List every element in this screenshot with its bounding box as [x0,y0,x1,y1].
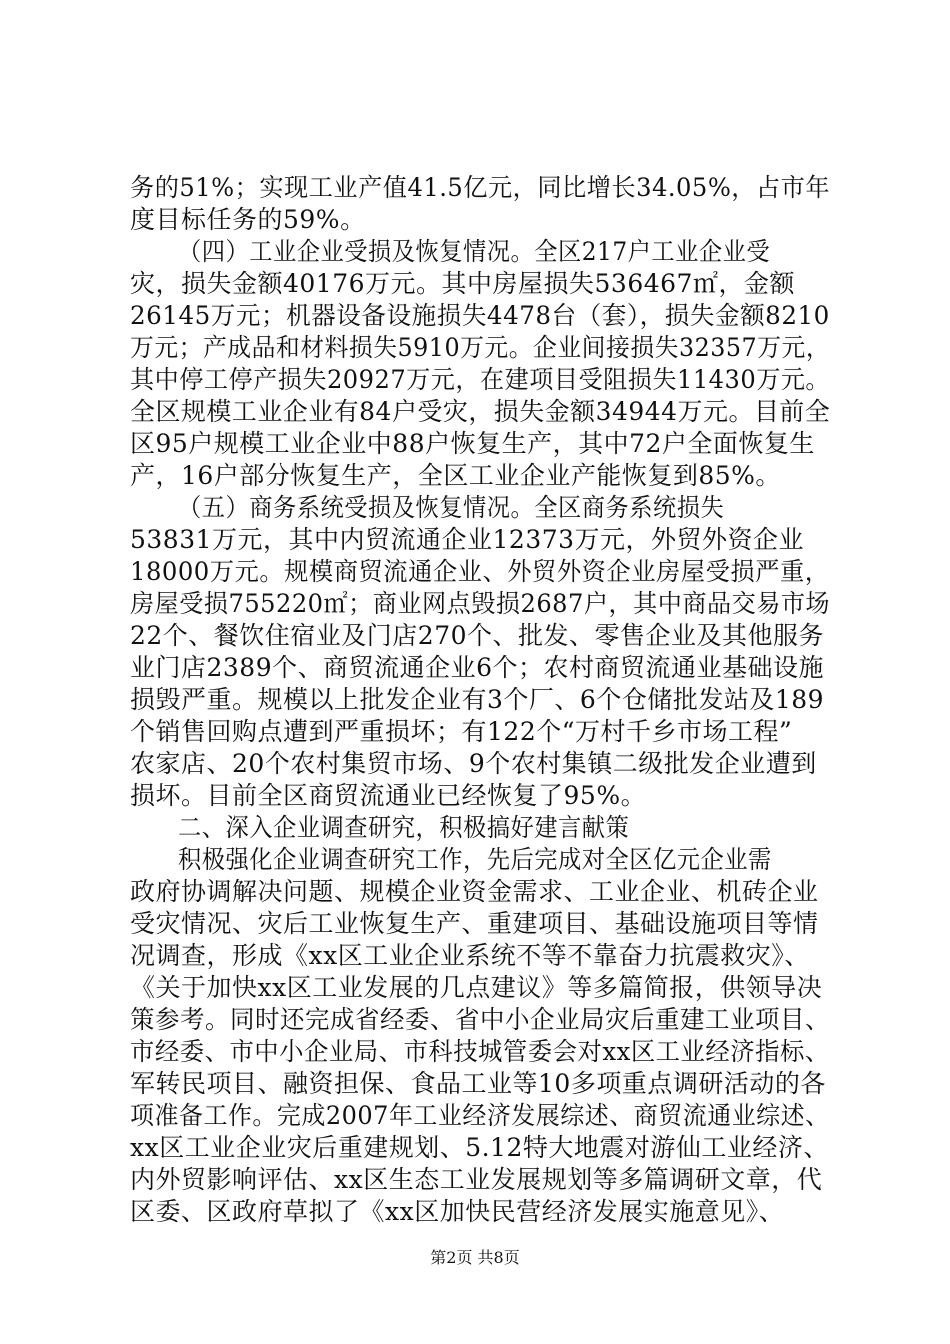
section-heading-4: （四）工业企业受损及恢复情况。全区217户工业企业受 [178,237,771,266]
text-line: 度目标任务的59%。 [130,205,366,234]
text-line: 区委、区政府草拟了《xx区加快民营经济发展实施意见》、 [130,1197,785,1226]
text-line: 项准备工作。完成2007年工业经济发展综述、商贸流通业综述、 [130,1101,830,1130]
text-line: 市经委、市中小企业局、市科技城管委会对xx区工业经济指标、 [130,1037,830,1066]
text-line: 务的51%；实现工业产值41.5亿元，同比增长34.05%，占市年 [130,173,831,202]
text-line: 积极强化企业调查研究工作，先后完成对全区亿元企业需 [178,845,772,874]
text-line: 政府协调解决问题、规模企业资金需求、工业企业、机砖企业 [130,877,819,906]
page-number-footer: 第2页 共8页 [430,1248,520,1267]
text-line: 内外贸影响评估、xx区生态工业发展规划等多篇调研文章，代 [130,1165,823,1194]
text-line: 其中停工停产损失20927万元，在建项目受阻损失11430万元。 [130,365,831,394]
text-line: 军转民项目、融资担保、食品工业等10多项重点调研活动的各 [130,1069,826,1098]
text-line: 业门店2389个、商贸流通企业6个；农村商贸流通业基础设施 [130,653,825,682]
text-line: 损坏。目前全区商贸流通业已经恢复了95%。 [130,781,647,810]
text-line: 房屋受损755220㎡；商业网点毁损2687户，其中商品交易市场 [130,589,831,618]
text-line: 18000万元。规模商贸流通企业、外贸外资企业房屋受损严重， [130,557,830,586]
text-line: 损毁严重。规模以上批发企业有3个厂、6个仓储批发站及189 [130,685,825,714]
section-heading-5: （五）商务系统受损及恢复情况。全区商务系统损失 [178,493,725,522]
text-line: 况调查，形成《xx区工业企业系统不等不靠奋力抗震救灾》、 [130,941,810,970]
section-heading-2: 二、深入企业调查研究，积极搞好建言献策 [178,813,630,842]
text-line: 产，16户部分恢复生产，全区工业企业产能恢复到85%。 [130,461,781,490]
text-line: 受灾情况、灾后工业恢复生产、重建项目、基础设施项目等情 [130,909,819,938]
text-line: 策参考。同时还完成省经委、省中小企业局灾后重建工业项目、 [130,1005,831,1034]
text-line: 《关于加快xx区工业发展的几点建议》等多篇简报，供领导决 [130,973,823,1002]
text-line: 万元；产成品和材料损失5910万元。企业间接损失32357万元， [130,333,831,362]
text-line: 26145万元；机器设备设施损失4478台（套），损失金额8210 [130,301,830,330]
text-line: 个销售回购点遭到严重损坏；有122个“万村千乡市场工程” [130,717,793,746]
text-line: xx区工业企业灾后重建规划、5.12特大地震对游仙工业经济、 [130,1133,829,1162]
text-line: 灾，损失金额40176万元。其中房屋损失536467㎡，金额 [130,269,795,298]
text-line: 农家店、20个农村集贸市场、9个农村集镇二级批发企业遭到 [130,749,817,778]
text-line: 全区规模工业企业有84户受灾，损失金额34944万元。目前全 [130,397,831,426]
text-line: 区95户规模工业企业中88户恢复生产，其中72户全面恢复生 [130,429,815,458]
text-line: 53831万元，其中内贸流通企业12373万元，外贸外资企业 [130,525,805,554]
text-line: 22个、餐饮住宿业及门店270个、批发、零售企业及其他服务 [130,621,825,650]
